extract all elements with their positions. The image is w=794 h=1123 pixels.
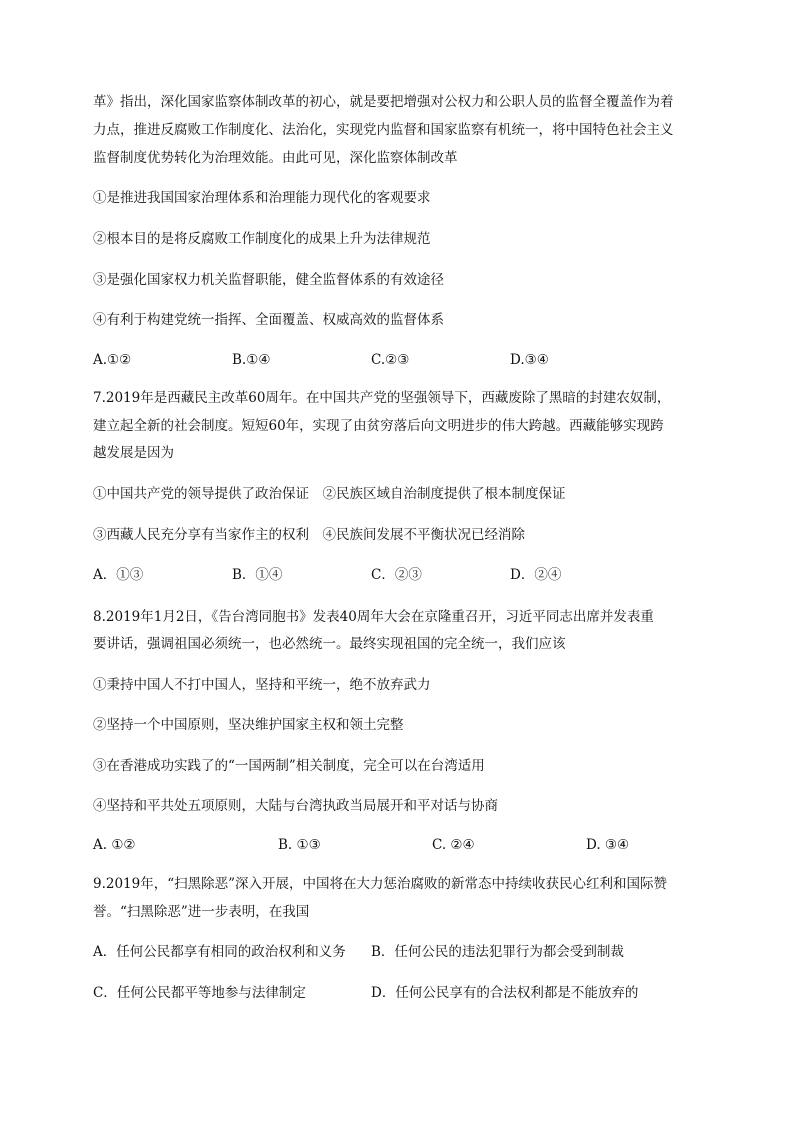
q8-option-b: B. ①③ [278,837,321,853]
q8-statement-3: ③在香港成功实践了的“一国两制”相关制度，完全可以在台湾适用 [93,758,485,774]
q8-statement-1: ①秉持中国人不打中国人，坚持和平统一，绝不放弃武力 [93,677,431,693]
q8-statement-2: ②坚持一个中国原则，坚决维护国家主权和领土完整 [93,717,404,733]
q7-stem-line-3: 越发展是因为 [93,445,174,461]
q9-option-c: C．任何公民都平等地参与法律制定 [93,985,306,1001]
q8-statement-4: ④坚持和平共处五项原则，大陆与台湾执政当局展开和平对话与协商 [93,798,498,814]
q6-stem-line-3: 监督制度优势转化为治理效能。由此可见，深化监察体制改革 [93,150,458,166]
q6-option-b: B.①④ [232,352,271,368]
q9-option-a: A．任何公民都享有相同的政治权利和义务 [93,944,346,960]
q7-option-b: B．①④ [232,567,283,583]
q9-stem-line-1: 9.2019年，“扫黑除恶”深入开展，中国将在大力惩治腐败的新常态中持续收获民心红利和国际赞 [93,876,668,892]
q6-statement-4: ④有利于构建党统一指挥、全面覆盖、权威高效的监督体系 [93,312,444,328]
q8-stem-line-2: 要讲话，强调祖国必须统一，也必然统一。最终实现祖国的完全统一，我们应该 [93,636,566,652]
q7-stem-line-1: 7.2019年是西藏民主改革60周年。在中国共产党的坚强领导下，西藏废除了黑暗的封建农奴制， [93,390,671,406]
q7-statement-row-2: ③西藏人民充分享有当家作主的权利 ④民族间发展不平衡状况已经消除 [93,527,525,543]
q8-option-c: C. ②④ [432,837,475,853]
q9-stem-line-2: 誉。“扫黑除恶”进一步表明，在我国 [93,904,310,920]
q8-option-d: D. ③④ [586,837,630,853]
q7-stem-line-2: 建立起全新的社会制度。短短60年，实现了由贫穷落后向文明进步的伟大跨越。西藏能够实现跨 [93,418,664,434]
q6-statement-2: ②根本目的是将反腐败工作制度化的成果上升为法律规范 [93,231,431,247]
q8-stem-line-1: 8.2019年1月2日，《告台湾同胞书》发表40周年大会在京隆重召开，习近平同志出席并发表重 [93,609,654,625]
q6-stem-line-2: 力点，推进反腐败工作制度化、法治化，实现党内监督和国家监察有机统一，将中国特色社会主义 [93,122,674,138]
q7-option-a: A．①③ [93,567,144,583]
q6-statement-3: ③是强化国家权力机关监督职能，健全监督体系的有效途径 [93,272,444,288]
q6-option-a: A.①② [93,352,132,368]
q6-statement-1: ①是推进我国国家治理体系和治理能力现代化的客观要求 [93,190,431,206]
q8-option-a: A. ①② [93,837,136,853]
q7-option-c: C．②③ [371,567,422,583]
q9-option-d: D．任何公民享有的合法权利都是不能放弃的 [371,985,639,1001]
q7-option-d: D．②④ [510,567,562,583]
q7-statement-row-1: ①中国共产党的领导提供了政治保证 ②民族区域自治制度提供了根本制度保证 [93,486,566,502]
q6-option-c: C.②③ [371,352,410,368]
q9-option-b: B．任何公民的违法犯罪行为都会受到制裁 [371,944,624,960]
q6-stem-line-1: 革》指出，深化国家监察体制改革的初心，就是要把增强对公权力和公职人员的监督全覆盖作为着 [93,94,674,110]
q6-option-d: D.③④ [510,352,549,368]
